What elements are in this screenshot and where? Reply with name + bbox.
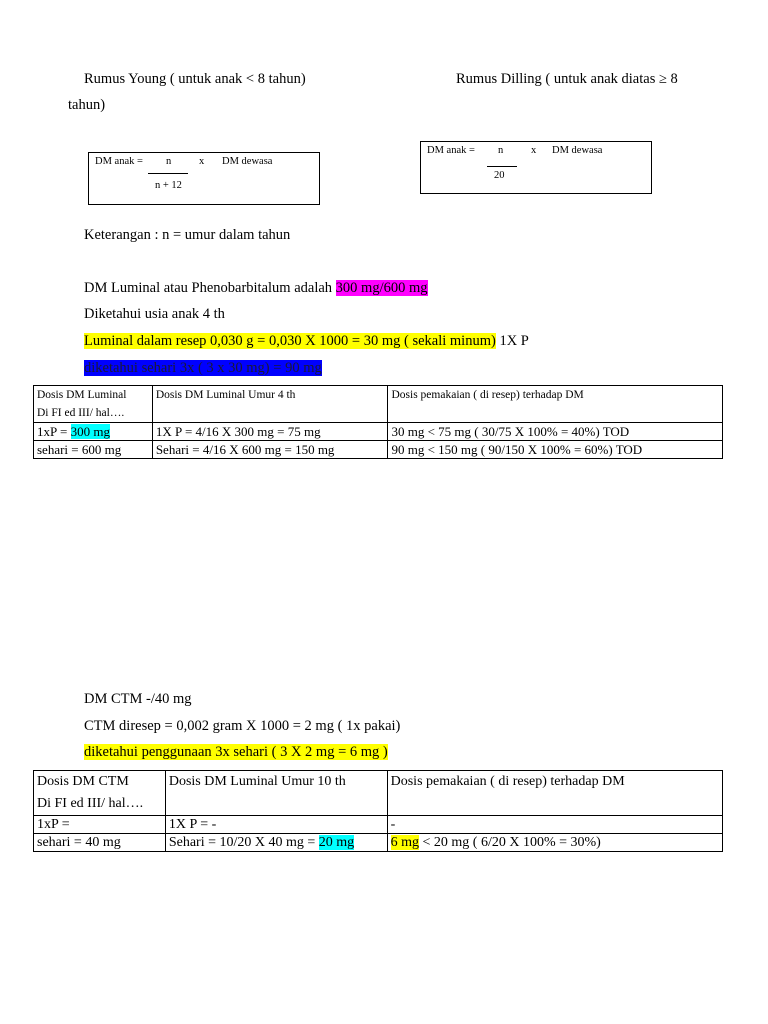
table-cell: 1X P = 4/16 X 300 mg = 75 mg [152, 423, 388, 441]
table-header-cell: Dosis DM Luminal Di FI ed III/ hal…. [34, 386, 153, 423]
table-cell: sehari = 40 mg [34, 834, 166, 852]
table-cell: 6 mg < 20 mg ( 6/20 X 100% = 30%) [387, 834, 722, 852]
table-header-row [34, 771, 723, 816]
dm-20mg-highlight: 20 mg [318, 835, 355, 850]
dilling-title-cont: tahun) [68, 97, 106, 113]
dilling-formula-box [420, 141, 652, 194]
luminal-line-2: Diketahui usia anak 4 th [84, 306, 225, 322]
young-formula-num: n [166, 156, 172, 167]
table-cell: 1xP = [34, 816, 166, 834]
luminal-line-3-suffix: 1X P [495, 333, 529, 349]
dilling-title: Rumus Dilling ( untuk anak diatas ≥ 8 [456, 71, 678, 87]
dilling-formula-num: n [498, 145, 504, 156]
table-cell: 90 mg < 150 mg ( 90/150 X 100% = 60%) TOD [388, 441, 723, 459]
dilling-fraction-bar [487, 166, 517, 167]
table-row [34, 423, 723, 441]
luminal-dose-table [33, 385, 723, 459]
keterangan-text: Keterangan : n = umur dalam tahun [84, 227, 291, 243]
table-row [34, 441, 723, 459]
table-header-row [34, 386, 723, 423]
table-row [34, 816, 723, 834]
table-cell: sehari = 600 mg [34, 441, 153, 459]
table-cell: - [387, 816, 722, 834]
table-cell: Sehari = 10/20 X 40 mg = 20 mg [165, 834, 387, 852]
luminal-sehari-highlight: diketahui sehari 3x ( 3 x 30 mg) = 90 mg [84, 360, 322, 376]
ctm-line-3 [84, 744, 388, 761]
luminal-line-1 [84, 280, 428, 297]
table-cell: Sehari = 4/16 X 600 mg = 150 mg [152, 441, 388, 459]
table-cell: 30 mg < 75 mg ( 30/75 X 100% = 40%) TOD [388, 423, 723, 441]
young-fraction-bar [148, 173, 188, 174]
table-header-cell: Dosis pemakaian ( di resep) terhadap DM [388, 386, 723, 423]
table-header-cell: Dosis DM Luminal Umur 10 th [165, 771, 387, 816]
ctm-dose-table [33, 770, 723, 852]
dilling-formula-lhs: DM anak = [427, 145, 475, 156]
young-formula-box [88, 152, 320, 205]
table-row [34, 834, 723, 852]
young-title: Rumus Young ( untuk anak < 8 tahun) [84, 71, 306, 87]
young-formula-times: x [199, 156, 205, 167]
table-cell: 1xP = 300 mg [34, 423, 153, 441]
luminal-line-3 [84, 333, 529, 350]
ctm-usage-highlight: diketahui penggunaan 3x sehari ( 3 X 2 mg = 6 mg ) [84, 744, 388, 760]
usage-6mg-highlight: 6 mg [390, 835, 420, 850]
luminal-line-1-prefix: DM Luminal atau Phenobarbitalum adalah [84, 280, 336, 296]
luminal-line-4 [84, 360, 322, 377]
table-header-cell: Dosis DM CTM Di FI ed III/ hal…. [34, 771, 166, 816]
young-formula-lhs: DM anak = [95, 156, 143, 167]
young-formula-rhs: DM dewasa [222, 156, 273, 167]
luminal-resep-highlight: Luminal dalam resep 0,030 g = 0,030 X 1000 = 30 mg ( sekali minum) [84, 333, 496, 349]
dm-300mg-highlight: 300 mg [70, 424, 110, 439]
table-header-cell: Dosis pemakaian ( di resep) terhadap DM [387, 771, 722, 816]
ctm-line-2: CTM diresep = 0,002 gram X 1000 = 2 mg ( 1x pakai) [84, 718, 401, 734]
table-cell: 1X P = - [165, 816, 387, 834]
dilling-formula-den: 20 [494, 170, 505, 181]
luminal-dose-highlight: 300 mg/600 mg [335, 280, 428, 296]
dilling-formula-times: x [531, 145, 537, 156]
ctm-line-1: DM CTM -/40 mg [84, 691, 192, 707]
table-header-cell: Dosis DM Luminal Umur 4 th [152, 386, 388, 423]
dilling-formula-rhs: DM dewasa [552, 145, 603, 156]
young-formula-den: n + 12 [155, 180, 182, 191]
